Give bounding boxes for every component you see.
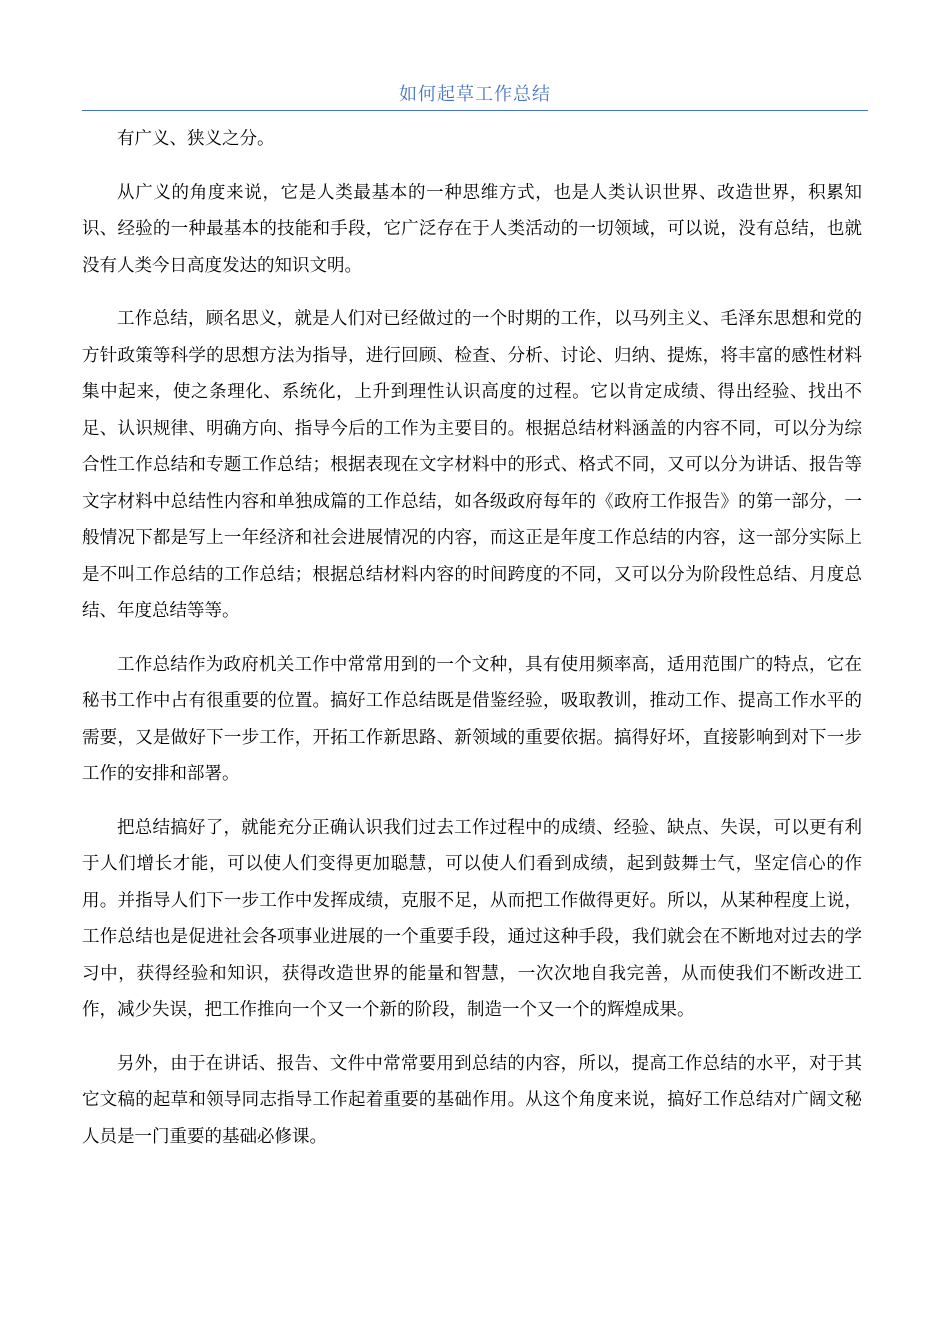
paragraph-6: 另外，由于在讲话、报告、文件中常常要用到总结的内容，所以，提高工作总结的水平，对于其它文稿的起草和领导同志指导工作起着重要的基础作用。从这个角度来说，搞好工作总结对广阔文秘人员是一门重要的基础必修课。 bbox=[82, 1053, 862, 1147]
paragraph-1: 有广义、狭义之分。 bbox=[117, 129, 275, 149]
paragraph-2: 从广义的角度来说，它是人类最基本的一种思维方式，也是人类认识世界、改造世界，积累知识、经验的一种最基本的技能和手段，它广泛存在于人类活动的一切领域，可以说，没有总结，也就没有人类今日高度发达的知识文明。 bbox=[82, 182, 862, 276]
paragraph-3: 工作总结，顾名思义，就是人们对已经做过的一个时期的工作，以马列主义、毛泽东思想和党的方针政策等科学的思想方法为指导，进行回顾、检查、分析、讨论、归纳、提炼，将丰富的感性材料集中起来，使之条理化、系统化，上升到理性认识高度的过程。它以肯定成绩、得出经验、找出不足、认识规律、明确方向、指导今后的工作为主要目的。根据总结材料涵盖的内容不同，可以分为综合性工作总结和专题工作总结；根据表现在文字材料中的形式、格式不同，又可以分为讲话、报告等文字材料中总结性内容和单独成篇的工作总结，如各级政府每年的《政府工作报告》的第一部分，一般情况下都是写上一年经济和社会进展情况的内容，而这正是年度工作总结的内容，这一部分实际上是不叫工作总结的工作总结；根据总结材料内容的时间跨度的不同，又可以分为阶段性总结、月度总结、年度总结等等。 bbox=[82, 309, 862, 621]
page-header bbox=[82, 80, 868, 111]
document-body bbox=[82, 121, 862, 1172]
header-title: 如何起草工作总结 bbox=[399, 84, 551, 105]
paragraph-4: 工作总结作为政府机关工作中常常用到的一个文种，具有使用频率高，适用范围广的特点，它在秘书工作中占有很重要的位置。搞好工作总结既是借鉴经验，吸取教训，推动工作、提高工作水平的需要，又是做好下一步工作，开拓工作新思路、新领域的重要依据。搞得好坏，直接影响到对下一步工作的安排和部署。 bbox=[82, 654, 862, 784]
paragraph-5: 把总结搞好了，就能充分正确认识我们过去工作过程中的成绩、经验、缺点、失误，可以更有利于人们增长才能，可以使人们变得更加聪慧，可以使人们看到成绩，起到鼓舞士气，坚定信心的作用。并指导人们下一步工作中发挥成绩，克服不足，从而把工作做得更好。所以，从某种程度上说，工作总结也是促进社会各项事业进展的一个重要手段，通过这种手段，我们就会在不断地对过去的学习中，获得经验和知识，获得改造世界的能量和智慧，一次次地自我完善，从而使我们不断改进工作，减少失误，把工作推向一个又一个新的阶段，制造一个又一个的辉煌成果。 bbox=[82, 817, 862, 1020]
